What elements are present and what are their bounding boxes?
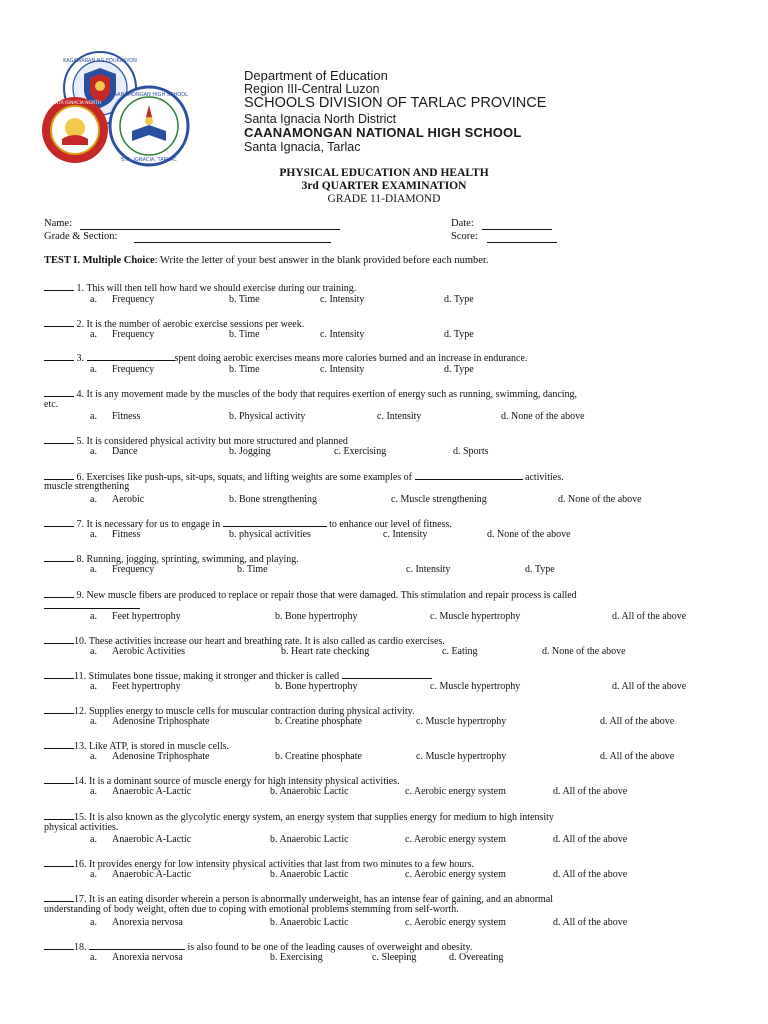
option-a[interactable]: Feet hypertrophy: [112, 611, 181, 622]
option-letter: a.: [90, 952, 97, 963]
option-c[interactable]: c. Intensity: [320, 329, 365, 340]
option-d[interactable]: d. Type: [525, 564, 555, 575]
option-letter: a.: [90, 611, 97, 622]
school-location: Santa Ignacia, Tarlac: [244, 140, 361, 154]
option-d[interactable]: d. None of the above: [487, 529, 571, 540]
question-8: [44, 551, 299, 565]
question-text: It is any movement made by the muscles of the body that requires exertion of energy such as running, swimming, dancing,: [86, 389, 578, 400]
option-b[interactable]: b. Time: [237, 564, 268, 575]
option-c[interactable]: c. Muscle hypertrophy: [430, 681, 521, 692]
answer-blank[interactable]: [44, 350, 74, 361]
option-c[interactable]: c. Aerobic energy system: [405, 917, 506, 928]
question-13: [44, 738, 229, 752]
question-2: [44, 316, 304, 330]
option-letter: a.: [90, 834, 97, 845]
question-text: It is the number of aerobic exercise sessions per week.: [86, 319, 305, 330]
option-a[interactable]: Adenosine Triphosphate: [112, 716, 210, 727]
question-text-continued: etc.: [44, 399, 59, 410]
option-a[interactable]: Frequency: [112, 364, 155, 375]
score-field[interactable]: [487, 242, 557, 243]
answer-blank[interactable]: [44, 551, 74, 562]
option-a[interactable]: Frequency: [112, 329, 155, 340]
question-text: Stimulates bone tissue, making it stronger and thicker is called: [88, 671, 340, 682]
option-letter: a.: [90, 329, 97, 340]
answer-blank[interactable]: [44, 386, 74, 397]
question-text-continued: muscle strengthening: [44, 481, 130, 492]
option-b[interactable]: b. Anaerobic Lactic: [270, 786, 349, 797]
question-18: [44, 939, 472, 953]
answer-blank[interactable]: [44, 809, 74, 820]
question-text: is also found to be one of the leading causes of overweight and obesity.: [187, 942, 473, 953]
option-letter: a.: [90, 646, 97, 657]
question-number: 9.: [76, 590, 84, 601]
question-14: [44, 773, 400, 787]
fill-blank: [87, 350, 175, 361]
question-text-after: to enhance our level of fitness.: [329, 519, 452, 530]
option-c[interactable]: c. Muscle strengthening: [391, 494, 487, 505]
option-d[interactable]: d. None of the above: [542, 646, 626, 657]
option-d[interactable]: d. All of the above: [553, 869, 628, 880]
option-a[interactable]: Anorexia nervosa: [112, 917, 183, 928]
question-text-continued: physical activities.: [44, 822, 119, 833]
question-text: These activities increase our heart and breathing rate. It is also called as cardio exercises.: [88, 636, 445, 647]
dept-name: Department of Education: [244, 68, 388, 83]
question-number: 10.: [74, 636, 87, 647]
division-name: SCHOOLS DIVISION OF TARLAC PROVINCE: [244, 95, 547, 111]
option-a[interactable]: Aerobic Activities: [112, 646, 186, 657]
question-12: [44, 703, 414, 717]
deped-seal-text: KAGAWARAN NG EDUKASYON: [63, 58, 137, 64]
question-number: 16.: [74, 859, 87, 870]
option-b[interactable]: b. Time: [229, 329, 260, 340]
option-b[interactable]: b. Bone hypertrophy: [275, 611, 358, 622]
fill-blank: [223, 516, 327, 527]
question-15: [44, 809, 554, 823]
question-5: [44, 433, 348, 447]
option-d[interactable]: d. All of the above: [612, 681, 687, 692]
question-4: [44, 386, 577, 400]
option-b[interactable]: b. Jogging: [229, 446, 271, 457]
name-label: Name:: [44, 218, 72, 229]
option-c[interactable]: c. Eating: [442, 646, 478, 657]
option-c[interactable]: c. Muscle hypertrophy: [416, 751, 507, 762]
option-letter: a.: [90, 494, 97, 505]
option-a[interactable]: Fitness: [112, 529, 141, 540]
option-b[interactable]: b. Heart rate checking: [281, 646, 370, 657]
option-letter: a.: [90, 411, 97, 422]
question-text: It is considered physical activity but more structured and planned: [86, 436, 348, 447]
option-letter: a.: [90, 716, 97, 727]
option-letter: a.: [90, 564, 97, 575]
question-text: Like ATP, is stored in muscle cells.: [89, 741, 229, 752]
fill-blank: [342, 668, 432, 679]
question-number: 5.: [76, 436, 84, 447]
question-number: 18.: [74, 942, 87, 953]
test-instruction: [44, 255, 488, 266]
grade-section-field[interactable]: [134, 242, 331, 243]
question-text: It is a dominant source of muscle energy for high intensity physical activities.: [89, 776, 400, 787]
question-number: 3.: [76, 353, 84, 364]
question-number: 6.: [76, 472, 84, 483]
question-text: It provides energy for low intensity physical activities that last from two minutes to a few hours.: [89, 859, 475, 870]
option-d[interactable]: d. All of the above: [612, 611, 687, 622]
option-b[interactable]: b. Bone hypertrophy: [275, 681, 358, 692]
option-letter: a.: [90, 294, 97, 305]
question-text: Running, jogging, sprinting, swimming, and playing.: [86, 554, 299, 565]
option-b[interactable]: b. Anaerobic Lactic: [270, 869, 349, 880]
answer-blank[interactable]: [44, 668, 74, 679]
answer-blank[interactable]: [44, 516, 74, 527]
score-label: Score:: [451, 231, 478, 242]
option-b[interactable]: b. Exercising: [270, 952, 323, 963]
answer-blank[interactable]: [44, 433, 74, 444]
region-name: Region III-Central Luzon: [244, 82, 380, 96]
question-number: 17.: [74, 894, 87, 905]
option-c[interactable]: c. Intensity: [320, 294, 365, 305]
option-d[interactable]: d. None of the above: [501, 411, 585, 422]
school-seal-icon: [108, 85, 190, 167]
school-seal-bottom-text: STA. IGNACIA, TARLAC: [121, 157, 177, 163]
option-a[interactable]: Dance: [112, 446, 138, 457]
question-9: [44, 587, 577, 601]
answer-blank[interactable]: [44, 316, 74, 327]
option-d[interactable]: d. Type: [444, 329, 474, 340]
fill-blank: [89, 939, 185, 950]
option-a[interactable]: Anaerobic A-Lactic: [112, 786, 192, 797]
option-d[interactable]: d. None of the above: [558, 494, 642, 505]
option-letter: a.: [90, 529, 97, 540]
option-b[interactable]: b. Anaerobic Lactic: [270, 917, 349, 928]
option-c[interactable]: c. Intensity: [406, 564, 451, 575]
question-number: 7.: [76, 519, 84, 530]
answer-blank[interactable]: [44, 891, 74, 902]
question-text: It is an eating disorder wherein a person is abnormally underweight, has an intense fear of gaining, and an abnormal: [89, 894, 554, 905]
answer-blank[interactable]: [44, 633, 74, 644]
test-instruction-text: : Write the letter of your best answer in the blank provided before each number.: [154, 255, 489, 266]
option-c[interactable]: c. Muscle hypertrophy: [416, 716, 507, 727]
option-d[interactable]: d. Type: [444, 294, 474, 305]
option-letter: a.: [90, 786, 97, 797]
option-c[interactable]: c. Aerobic energy system: [405, 869, 506, 880]
question-text-continued: understanding of body weight, often due to coping with emotional problems stemming from self-worth.: [44, 904, 459, 915]
option-b[interactable]: b. Creatine phosphate: [275, 751, 362, 762]
option-letter: a.: [90, 681, 97, 692]
option-a[interactable]: Adenosine Triphosphate: [112, 751, 210, 762]
option-a[interactable]: Aerobic: [112, 494, 145, 505]
option-c[interactable]: c. Intensity: [377, 411, 422, 422]
fill-blank: [44, 608, 140, 609]
option-letter: a.: [90, 917, 97, 928]
answer-blank[interactable]: [44, 738, 74, 749]
answer-blank[interactable]: [44, 773, 74, 784]
question-text: Exercises like push-ups, sit-ups, squats, and lifting weights are some examples of: [86, 472, 412, 483]
question-text: New muscle fibers are produced to replace or repair those that were damaged. This stimulation and repair process is called: [86, 590, 577, 601]
option-a[interactable]: Frequency: [112, 564, 155, 575]
question-10: [44, 633, 445, 647]
option-a[interactable]: Anorexia nervosa: [112, 952, 183, 963]
question-number: 15.: [74, 812, 87, 823]
answer-blank[interactable]: [44, 587, 74, 598]
option-c[interactable]: c. Intensity: [383, 529, 428, 540]
option-c[interactable]: c. Intensity: [320, 364, 365, 375]
answer-blank[interactable]: [44, 703, 74, 714]
option-a[interactable]: Frequency: [112, 294, 155, 305]
option-a[interactable]: Fitness: [112, 411, 141, 422]
district-name: Santa Ignacia North District: [244, 112, 397, 126]
option-d[interactable]: d. Sports: [453, 446, 489, 457]
question-text-after: activities.: [525, 472, 564, 483]
option-d[interactable]: d. All of the above: [553, 786, 628, 797]
option-b[interactable]: b. Creatine phosphate: [275, 716, 362, 727]
name-field[interactable]: [80, 229, 340, 230]
question-number: 14.: [74, 776, 87, 787]
district-seal-text: SANTA IGNACIA NORTH: [48, 101, 102, 106]
option-a[interactable]: Anaerobic A-Lactic: [112, 834, 192, 845]
answer-blank[interactable]: [44, 469, 74, 480]
question-number: 1.: [76, 283, 84, 294]
option-d[interactable]: d. All of the above: [600, 716, 675, 727]
option-letter: a.: [90, 751, 97, 762]
question-text: It is necessary for us to engage in: [86, 519, 221, 530]
question-16: [44, 856, 474, 870]
question-number: 8.: [76, 554, 84, 565]
question-number: 11.: [74, 671, 87, 682]
option-letter: a.: [90, 446, 97, 457]
exam-title: 3rd QUARTER EXAMINATION: [301, 180, 467, 192]
option-c[interactable]: c. Sleeping: [372, 952, 417, 963]
option-b[interactable]: b. Time: [229, 364, 260, 375]
question-text: Supplies energy to muscle cells for muscular contraction during physical activity.: [89, 706, 415, 717]
exam-subject: PHYSICAL EDUCATION AND HEALTH: [279, 167, 489, 179]
question-11: [44, 668, 432, 682]
district-seal-icon: [40, 95, 110, 165]
option-a[interactable]: Anaerobic A-Lactic: [112, 869, 192, 880]
question-number: 4.: [76, 389, 84, 400]
answer-blank[interactable]: [44, 856, 74, 867]
answer-blank[interactable]: [44, 939, 74, 950]
question-number: 2.: [76, 319, 84, 330]
option-b[interactable]: b. Anaerobic Lactic: [270, 834, 349, 845]
option-d[interactable]: d. All of the above: [600, 751, 675, 762]
question-3: [44, 350, 527, 364]
exam-grade: GRADE 11-DIAMOND: [327, 193, 441, 205]
option-d[interactable]: d. All of the above: [553, 917, 628, 928]
school-name: CAANAMONGAN NATIONAL HIGH SCHOOL: [244, 125, 522, 140]
option-d[interactable]: d. Type: [444, 364, 474, 375]
date-field[interactable]: [482, 229, 552, 230]
option-c[interactable]: c. Aerobic energy system: [405, 834, 506, 845]
option-a[interactable]: Feet hypertrophy: [112, 681, 181, 692]
question-number: 13.: [74, 741, 87, 752]
question-text: This will then tell how hard we should exercise during our training.: [86, 283, 357, 294]
test-label: TEST I. Multiple Choice: [44, 255, 155, 266]
question-17: [44, 891, 553, 905]
option-c[interactable]: c. Aerobic energy system: [405, 786, 506, 797]
question-text: spent doing aerobic exercises means more calories burned and an increase in endurance.: [174, 353, 528, 364]
option-c[interactable]: c. Exercising: [334, 446, 387, 457]
question-1: [44, 280, 356, 294]
option-b[interactable]: b. Time: [229, 294, 260, 305]
option-letter: a.: [90, 869, 97, 880]
question-number: 12.: [74, 706, 87, 717]
option-d[interactable]: d. Overeating: [449, 952, 504, 963]
question-text: It is also known as the glycolytic energy system, an energy system that supplies energy for medium to high intensity: [89, 812, 554, 823]
grade-section-label: Grade & Section:: [44, 231, 118, 242]
option-b[interactable]: b. Physical activity: [229, 411, 306, 422]
answer-blank[interactable]: [44, 280, 74, 291]
question-7: [44, 516, 452, 530]
option-c[interactable]: c. Muscle hypertrophy: [430, 611, 521, 622]
fill-blank: [415, 469, 523, 480]
date-label: Date:: [451, 218, 474, 229]
option-b[interactable]: b. physical activities: [229, 529, 311, 540]
option-d[interactable]: d. All of the above: [553, 834, 628, 845]
option-letter: a.: [90, 364, 97, 375]
school-seal-text: CAANAMONGAN HIGH SCHOOL: [110, 92, 188, 98]
option-b[interactable]: b. Bone strengthening: [229, 494, 318, 505]
